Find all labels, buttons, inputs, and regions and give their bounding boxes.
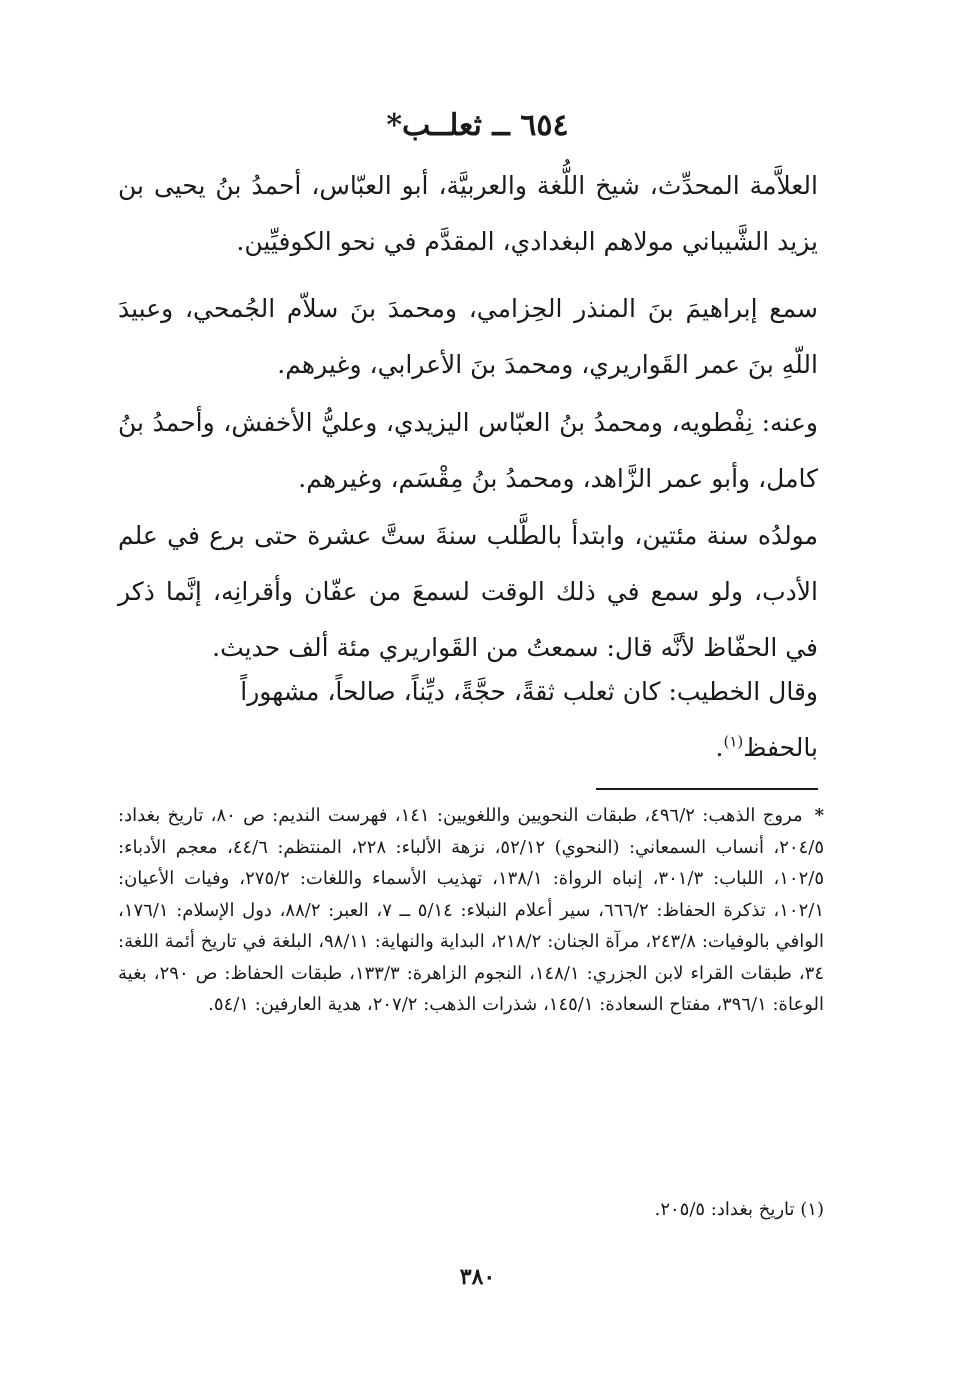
paragraph-birth: مولدُه سنة مئتين، وابتدأ بالطَّلب سنةَ ستَّ عشرة حتى برع في علم الأدب، ولو سمع في ذلك الوقت لسمعَ من عفّان وأقرانِه، إنَّما ذكر في الحفّاظ لأنَّه قال: سمعتُ من القَواريري مئة ألف حديث. — [118, 521, 818, 662]
paragraph-intro: العلاَّمة المحدِّث، شيخ اللُّغة والعربيَّة، أبو العبّاس، أحمدُ بنُ يحيى بن يزيد الشَّيباني مولاهم البغدادي، المقدَّم في نحو الكوفيِّين. — [118, 171, 818, 256]
sources-marker: * — [814, 805, 825, 826]
footnote-reference[interactable]: (١) — [723, 732, 744, 751]
footnote-1: (١) تاريخ بغداد: ٢٠٥/٥. — [654, 1199, 824, 1220]
entry-heading: ٦٥٤ ــ ثعلــب* — [386, 108, 569, 143]
khatib-quote-end — [118, 720, 818, 776]
footnote-divider — [596, 788, 818, 790]
paragraph-khatib — [118, 664, 818, 776]
sources-footnote — [118, 800, 824, 1021]
sentence-period: . — [715, 733, 724, 762]
page-number: ٣٨٠ — [459, 1264, 496, 1290]
sources-text: مروج الذهب: ٤٩٦/٢، طبقات النحويين واللغويين: ١٤١، فهرست النديم: ص ٨٠، تاريخ بغداد: ٢٠٤/٥، أنساب السمعاني: (النحوي) ٥٢/١٢، نزهة الألباء: ٢٢٨، المنتظم: ٤٤/٦، معجم الأدباء: ١٠٢/٥، اللباب: ٣٠١/٣، إنباه الرواة: ١٣٨/١، تهذيب الأسماء واللغات: ٢٧٥/٢، وفيات الأعيان: ١٠٢/١، تذكرة الحفاظ: ٦٦٦/٢، سير أعلام النبلاء: ٥/١٤ ــ ٧، العبر: ٨٨/٢، دول الإسلام: ١٧٦/١، الوافي بالوفيات: ٢٤٣/٨، مرآة الجنان: ٢١٨/٢، البداية والنهاية: ٩٨/١١، البلغة في تاريخ أئمة اللغة: ٣٤، طبقات القراء لابن الجزري: ١٤٨/١، النجوم الزاهرة: ١٣٣/٣، طبقات الحفاظ: ص ٢٩٠، بغية الوعاة: ٣٩٦/١، مفتاح السعادة: ١٤٥/١، شذرات الذهب: ٢٠٧/٢، هدية العارفين: ٥٤/١. — [118, 805, 825, 1015]
khatib-quote: وقال الخطيب: كان ثعلب ثقةً، حجَّةً، ديِّناً، صالحاً، مشهوراً — [240, 677, 818, 706]
paragraph-students: وعنه: نِفْطويه، ومحمدُ بنُ العبّاس اليزيدي، وعليُّ الأخفش، وأحمدُ بنُ كامل، وأبو عمر الزَّاهد، ومحمدُ بنُ مِقْسَم، وغيرهم. — [118, 408, 818, 493]
khatib-quote-tail: بالحفظ — [743, 733, 818, 762]
paragraph-teachers: سمع إبراهيمَ بنَ المنذر الحِزامي، ومحمدَ بنَ سلاّم الجُمحي، وعبيدَ اللّهِ بنَ عمر القَواريري، ومحمدَ بنَ الأعرابي، وغيرهم. — [118, 294, 819, 379]
